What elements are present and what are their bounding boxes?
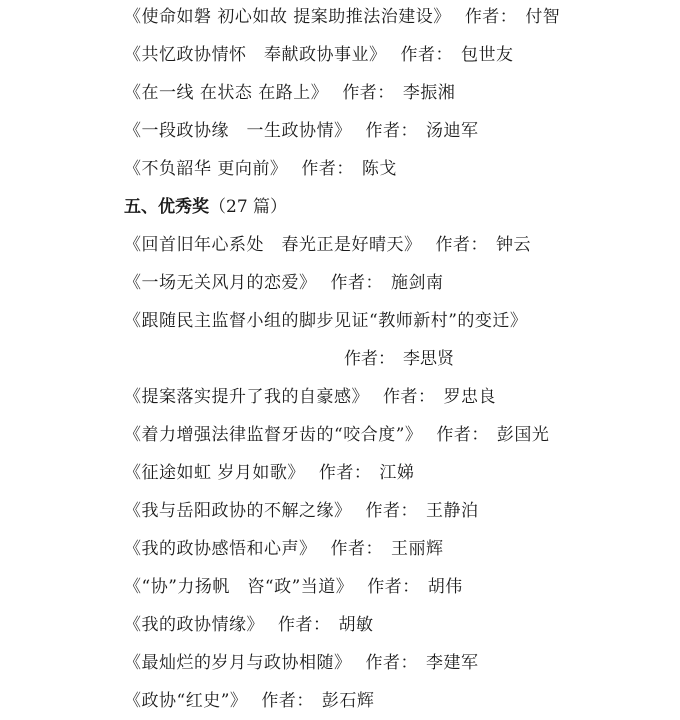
entry-row — [124, 112, 479, 150]
entry-title: 《一场无关风月的恋爱》 — [124, 273, 317, 293]
entry-row — [124, 492, 479, 530]
entry-row — [124, 36, 514, 74]
entry-row — [124, 530, 444, 568]
author-label: 作者： — [330, 273, 383, 293]
entry-row — [124, 568, 463, 606]
entry-row — [124, 150, 397, 188]
author-name: 江娣 — [379, 463, 415, 483]
entry-row — [124, 74, 455, 112]
author-label: 作者： — [383, 387, 436, 407]
author-label: 作者： — [400, 45, 453, 65]
entry-row — [124, 454, 414, 492]
author-label: 作者： — [301, 159, 354, 179]
author-label: 作者： — [367, 577, 420, 597]
author-name: 王静泊 — [426, 501, 479, 521]
author-label: 作者： — [318, 463, 372, 483]
entry-title: 《回首旧年心系处 春光正是好晴天》 — [124, 235, 422, 255]
author-name: 汤迪军 — [426, 121, 479, 141]
author-label: 作者： — [436, 425, 489, 445]
entry-title: 《提案落实提升了我的自豪感》 — [124, 387, 369, 407]
author-label: 作者： — [261, 691, 314, 711]
author-name: 钟云 — [496, 235, 531, 255]
entry-title: 《我的政协情缘》 — [124, 615, 264, 635]
author-name: 李建军 — [426, 653, 479, 673]
entry-title: 《征途如虹 岁月如歌》 — [124, 463, 305, 483]
entry-row — [124, 416, 549, 454]
author-name: 胡敏 — [338, 615, 374, 635]
author-name: 李振湘 — [402, 83, 456, 103]
author-label: 作者： — [365, 121, 418, 141]
entry-row — [124, 264, 444, 302]
author-name: 包世友 — [461, 45, 514, 65]
entry-title: 《使命如磐 初心如故 提案助推法治建设》 — [124, 7, 451, 27]
entry-title: 《政协“红史”》 — [124, 691, 248, 711]
entry-title: 《我与岳阳政协的不解之缘》 — [124, 501, 352, 521]
author-name: 付智 — [525, 7, 561, 27]
entry-title: 《我的政协感悟和心声》 — [124, 539, 317, 559]
entry-title: 《不负韶华 更向前》 — [124, 159, 288, 179]
entry-title: 《“协”力扬帆 咨“政”当道》 — [124, 577, 354, 597]
entry-row-continuation — [344, 340, 454, 378]
author-name: 王丽辉 — [391, 539, 444, 559]
entry-row — [124, 378, 496, 416]
author-label: 作者： — [464, 7, 518, 27]
entry-row — [124, 644, 479, 682]
author-name: 胡伟 — [427, 577, 463, 597]
entry-title: 《跟随民主监督小组的脚步见证“教师新村”的变迁》 — [124, 311, 528, 331]
author-label: 作者： — [278, 615, 331, 635]
author-label: 作者： — [342, 83, 395, 103]
author-name: 李思贤 — [403, 349, 454, 369]
entry-title: 《一段政协缘 一生政协情》 — [124, 121, 352, 141]
author-label: 作者： — [365, 501, 418, 521]
author-label: 作者： — [330, 539, 383, 559]
entry-title: 《共忆政协情怀 奉献政协事业》 — [124, 45, 387, 65]
author-name: 彭石辉 — [321, 691, 375, 711]
entry-row — [124, 606, 374, 644]
author-name: 施剑南 — [391, 273, 444, 293]
entry-row — [124, 682, 374, 720]
entry-title: 《最灿烂的岁月与政协相随》 — [124, 653, 352, 673]
entry-row — [124, 226, 531, 264]
author-label: 作者： — [344, 349, 395, 369]
author-label: 作者： — [365, 653, 418, 673]
section-heading — [124, 188, 287, 226]
section-count: （27 篇） — [209, 197, 288, 217]
entry-title: 《在一线 在状态 在路上》 — [124, 83, 329, 103]
author-name: 彭国光 — [496, 425, 550, 445]
entry-row — [124, 0, 560, 36]
section-heading-text: 五、优秀奖 — [124, 197, 209, 217]
entry-title: 《着力增强法律监督牙齿的“咬合度”》 — [124, 425, 423, 445]
author-name: 陈戈 — [361, 159, 397, 179]
author-name: 罗忠良 — [443, 387, 496, 407]
author-label: 作者： — [435, 235, 488, 255]
entry-row — [124, 302, 527, 340]
